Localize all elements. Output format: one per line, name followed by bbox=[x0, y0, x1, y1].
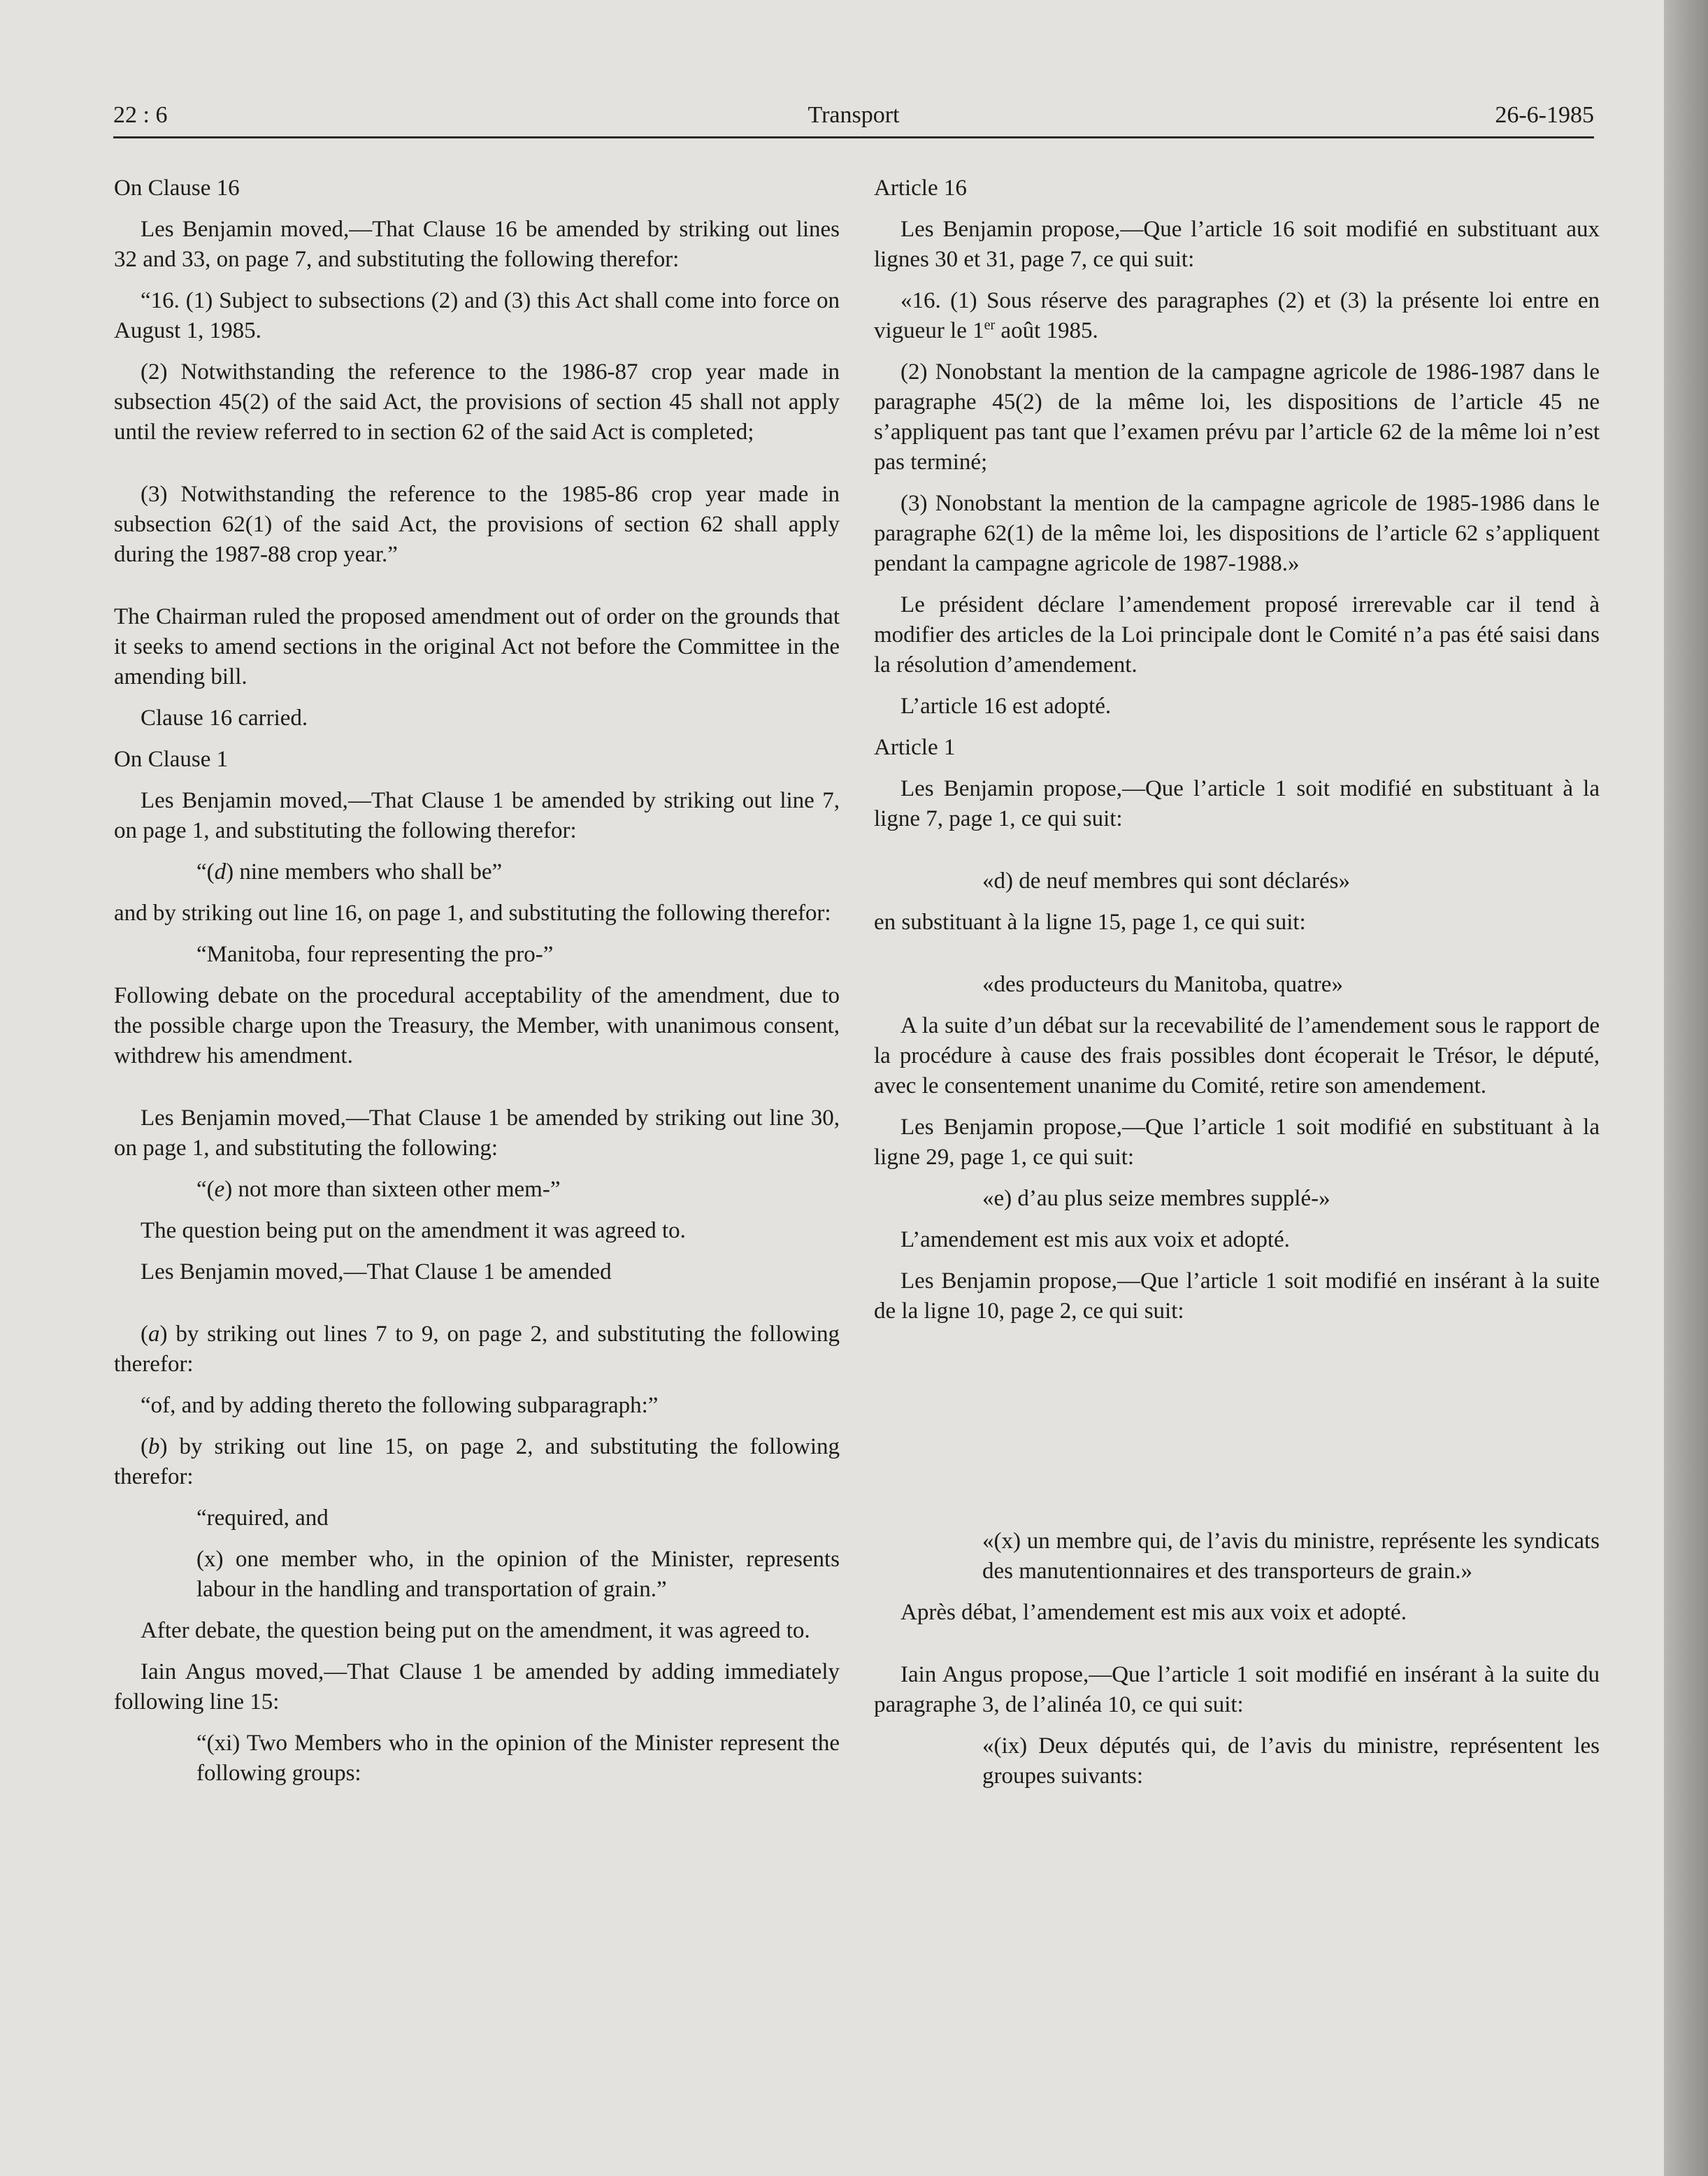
quote-letter: e bbox=[214, 1177, 225, 1202]
clause1-line16: and by striking out line 16, on page 1, and substituting the following therefor: bbox=[114, 901, 831, 926]
clause16-subsection-1: “16. (1) Subject to subsections (2) and (3) this Act shall come into force on August 1, 1985. bbox=[114, 288, 840, 343]
page-edge-shadow bbox=[1664, 0, 1708, 2176]
item-a-quote: “of, and by adding thereto the following subparagraph:” bbox=[141, 1393, 659, 1418]
spacer bbox=[874, 1639, 1600, 1660]
spacer bbox=[114, 1298, 840, 1319]
clause1-quote-d bbox=[114, 857, 840, 887]
quote-text: ) nine members who shall be” bbox=[226, 859, 503, 885]
header-date: 26-6-1985 bbox=[1495, 102, 1594, 128]
amendment-adopted: L’amendement est mis aux voix et adopté. bbox=[900, 1227, 1290, 1252]
item-text: ) by striking out lines 7 to 9, on page 2, and substituting the following therefor: bbox=[114, 1322, 840, 1377]
spacer bbox=[114, 1082, 840, 1103]
clause1-motion-2: Les Benjamin moved,—That Clause 1 be amended by striking out line 30, on page 1, and substituting the following: bbox=[114, 1105, 840, 1161]
spacer bbox=[874, 845, 1600, 866]
item-open: ( bbox=[141, 1322, 148, 1347]
article16-motion: Les Benjamin propose,—Que l’article 16 soit modifié en substituant aux lignes 30 et 31, page 7, ce qui suit: bbox=[874, 217, 1600, 272]
article16-heading: Article 16 bbox=[874, 176, 967, 201]
after-debate-fr: Après débat, l’amendement est mis aux voix et adopté. bbox=[900, 1600, 1407, 1625]
clause16-carried: Clause 16 carried. bbox=[141, 706, 308, 731]
page-number: 22 : 6 bbox=[113, 102, 168, 128]
article16-subsection-3: (3) Nonobstant la mention de la campagne agricole de 1985-1986 dans le paragraphe 62(1) de la même loi, les dispositions de l’article 62 s’appliquent pendant la campagne agricole de 1987-1988.» bbox=[874, 491, 1600, 576]
spacer bbox=[874, 949, 1600, 970]
spacer bbox=[114, 581, 840, 602]
clause1-heading: On Clause 1 bbox=[114, 747, 229, 772]
debate-withdrawn-fr: A la suite d’un débat sur la recevabilité de l’amendement sous le rapport de la procédure à cause des frais possibles dont écoperait le Trésor, le député, avec le consentement unanime du Comité, retire son amendement. bbox=[874, 1013, 1600, 1098]
article1-motion-2: Les Benjamin propose,—Que l’article 1 soit modifié en substituant à la ligne 29, page 1, ce qui suit: bbox=[874, 1115, 1600, 1170]
quote-open: “( bbox=[196, 859, 215, 885]
article1-quote-e: «e) d’au plus seize membres supplé-» bbox=[982, 1186, 1330, 1211]
angus-quote: “(xi) Two Members who in the opinion of the Minister represent the following groups: bbox=[196, 1731, 840, 1786]
clause16-subsection-3: (3) Notwithstanding the reference to the 1985-86 crop year made in subsection 62(1) of the said Act, the provisions of section 62 shall apply during the 1987-88 crop year.” bbox=[114, 482, 840, 567]
subsection-text: «16. (1) Sous réserve des paragraphes (2) et (3) la présente loi entre en vigueur le 1 bbox=[874, 288, 1600, 343]
debate-withdrawn: Following debate on the procedural acceptability of the amendment, due to the possible charge upon the Treasury, the Member, with unanimous consent, withdrew his amendment. bbox=[114, 983, 840, 1068]
article1-heading: Article 1 bbox=[874, 735, 956, 760]
item-open: ( bbox=[141, 1434, 148, 1459]
angus-motion: Iain Angus moved,—That Clause 1 be amended by adding immediately following line 15: bbox=[114, 1659, 840, 1715]
clause16-subsection-2: (2) Notwithstanding the reference to the 1986-87 crop year made in subsection 45(2) of the said Act, the provisions of section 45 shall not apply until the review referred to in section 62 of the said Act is completed; bbox=[114, 359, 840, 445]
quote-text: ) not more than sixteen other mem-” bbox=[224, 1177, 561, 1202]
clause1-motion-1: Les Benjamin moved,—That Clause 1 be amended by striking out line 7, on page 1, and substituting the following therefor: bbox=[114, 788, 840, 843]
article1-motion-3: Les Benjamin propose,—Que l’article 1 soit modifié en insérant à la suite de la ligne 10, page 2, ce qui suit: bbox=[874, 1268, 1600, 1324]
header-rule bbox=[113, 136, 1594, 138]
english-column bbox=[114, 173, 840, 1800]
clause16-motion: Les Benjamin moved,—That Clause 16 be amended by striking out lines 32 and 33, on page 7, and substituting the following therefor: bbox=[114, 217, 840, 272]
item-b bbox=[114, 1432, 840, 1492]
item-a bbox=[114, 1319, 840, 1380]
clause1-quote-manitoba: “Manitoba, four representing the pro-” bbox=[196, 942, 554, 967]
quote-letter: d bbox=[214, 859, 227, 885]
item-text: ) by striking out line 15, on page 2, and substituting the following therefor: bbox=[114, 1434, 840, 1489]
item-x-quote: «(x) un membre qui, de l’avis du ministre, représente les syndicats des manutentionnaires et des transporteurs de grain.» bbox=[982, 1529, 1600, 1584]
clause1-motion-3: Les Benjamin moved,—That Clause 1 be amended bbox=[141, 1259, 612, 1284]
chairman-ruling: The Chairman ruled the proposed amendment out of order on the grounds that it seeks to amend sections in the original Act not before the Committee in the amending bill. bbox=[114, 604, 840, 689]
item-letter: b bbox=[148, 1434, 160, 1459]
article16-subsection-1 bbox=[874, 286, 1600, 346]
after-debate: After debate, the question being put on the amendment, it was agreed to. bbox=[141, 1618, 810, 1643]
article16-adopted: L’article 16 est adopté. bbox=[900, 694, 1112, 719]
article1-motion-1: Les Benjamin propose,—Que l’article 1 soit modifié en substituant à la ligne 7, page 1, ce qui suit: bbox=[874, 776, 1600, 831]
article1-quote-d: «d) de neuf membres qui sont déclarés» bbox=[982, 868, 1351, 894]
subsection-text-end: août 1985. bbox=[995, 318, 1098, 343]
item-b-quote-1: “required, and bbox=[196, 1505, 329, 1531]
angus-motion-fr: Iain Angus propose,—Que l’article 1 soit modifié en insérant à la suite du paragraphe 3, de l’alinéa 10, ce qui suit: bbox=[874, 1662, 1600, 1717]
spacer bbox=[114, 459, 840, 480]
article1-quote-manitoba: «des producteurs du Manitoba, quatre» bbox=[982, 972, 1343, 997]
running-title: Transport bbox=[808, 102, 900, 128]
article1-line15: en substituant à la ligne 15, page 1, ce qui suit: bbox=[874, 910, 1306, 935]
clause16-heading: On Clause 16 bbox=[114, 176, 240, 201]
article16-subsection-2: (2) Nonobstant la mention de la campagne agricole de 1986-1987 dans le paragraphe 45(2) de la même loi, les dispositions de l’article 45 ne s’appliquent pas tant que l’examen prévu par l’article 62 de la même loi n’est pas terminé; bbox=[874, 359, 1600, 475]
quote-open: “( bbox=[196, 1177, 215, 1202]
angus-quote-fr: «(ix) Deux députés qui, de l’avis du ministre, représentent les groupes suivants: bbox=[982, 1733, 1600, 1789]
item-b-quote-2: (x) one member who, in the opinion of the Minister, represents labour in the handling and transportation of grain.” bbox=[196, 1547, 840, 1602]
president-ruling: Le président déclare l’amendement proposé irrerevable car il tend à modifier des articles de la Loi principale dont le Comité n’a pas été saisi dans la résolution d’amendement. bbox=[874, 592, 1600, 678]
clause1-quote-e bbox=[114, 1175, 840, 1205]
spacer bbox=[874, 1338, 1600, 1526]
ordinal-superscript: er bbox=[984, 317, 996, 333]
question-agreed: The question being put on the amendment it was agreed to. bbox=[141, 1218, 686, 1243]
item-letter: a bbox=[148, 1322, 160, 1347]
french-column bbox=[874, 173, 1600, 1803]
page-header bbox=[113, 102, 1594, 137]
